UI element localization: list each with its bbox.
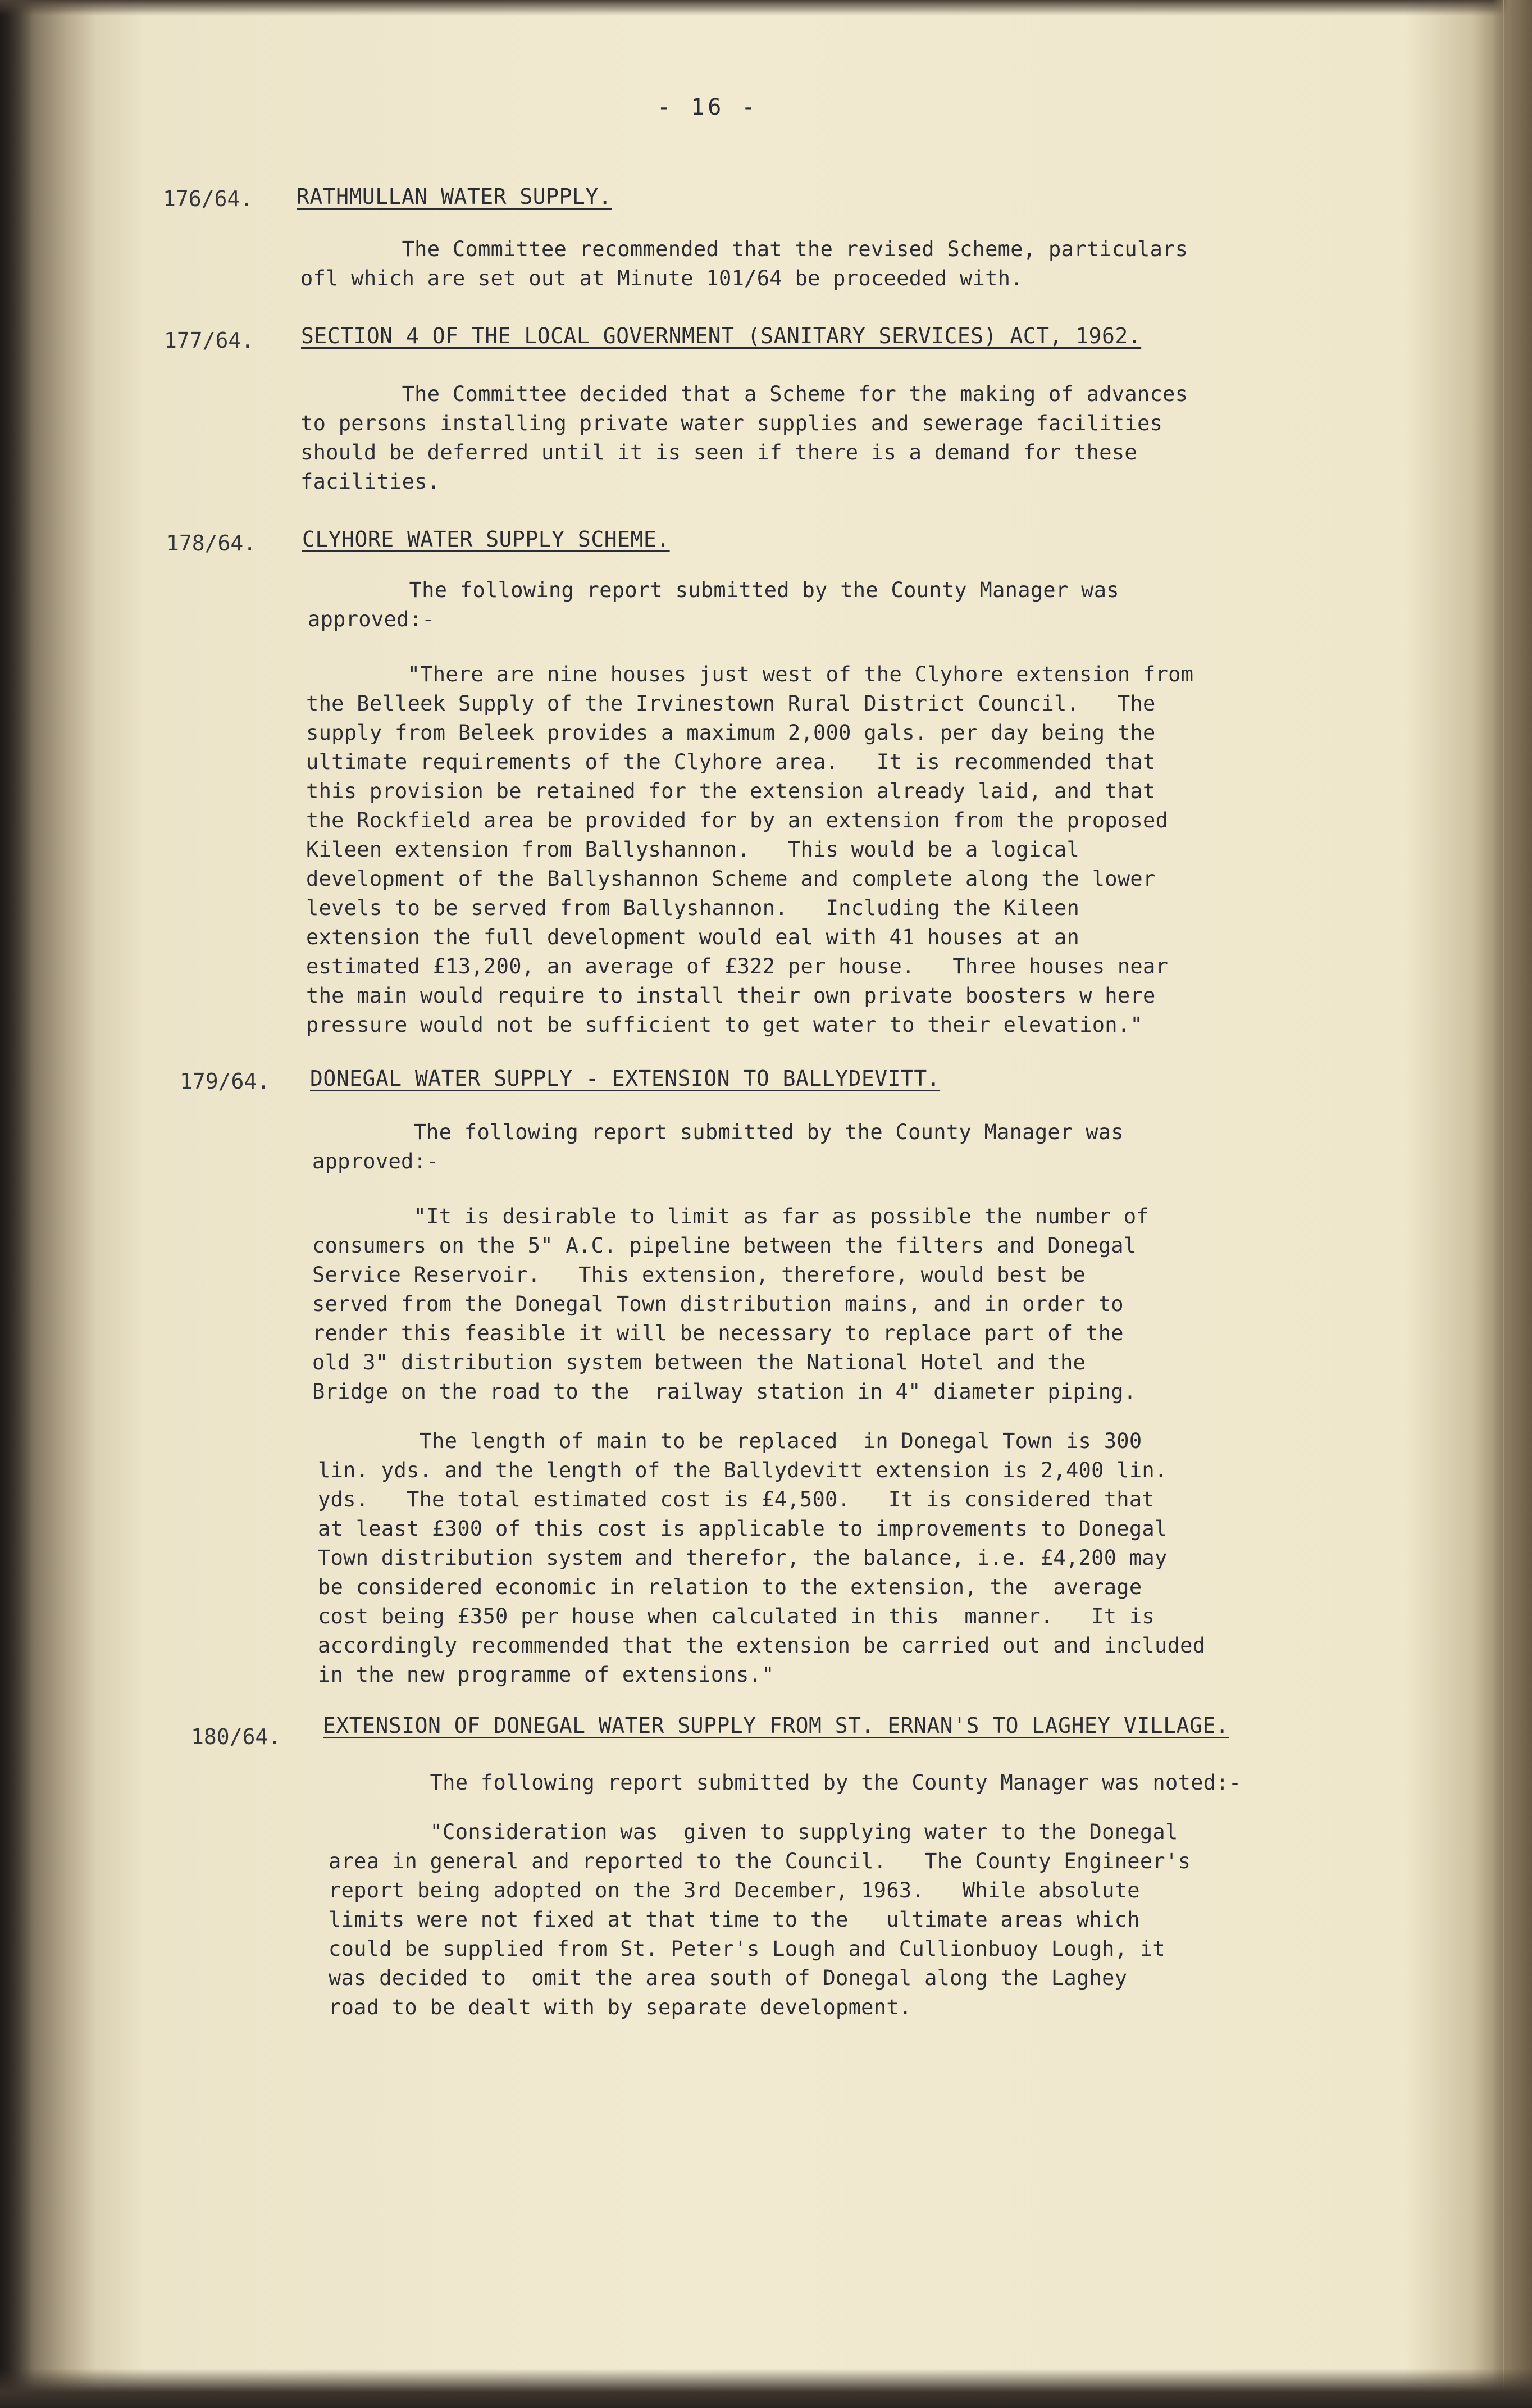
- minute-paragraph: "Consideration was given to supplying water to the Donegal area in general and reported to the Council. The County Engineer's report being adopted on the 3rd December, 1963. While absolute limits were not fixed at that time to the ultimate areas which could be supplied from St. Peter's Lough and Cullionbuoy Lough, it was decided to omit the area south of Donegal along the Laghey road to be dealt with by separate development.: [329, 1820, 1191, 2019]
- minute-paragraph: The following report submitted by the County Manager was approved:-: [308, 578, 1119, 631]
- minute-heading: SECTION 4 OF THE LOCAL GOVERNMENT (SANITARY SERVICES) ACT, 1962.: [301, 324, 1142, 348]
- minute-paragraph: The length of main to be replaced in Donegal Town is 300 lin. yds. and the length of the Ballydevitt extension is 2,400 lin. yds. The total estimated cost is £4,500. It is considered that at least £300 of this cost is applicable to improvements to Donegal Town distribution system and therefor, the balance, i.e. £4,200 may be considered economic in relation to the extension, the average cost being £350 per house when calculated in this manner. It is accordingly recommended that the extension be carried out and included in the new programme of extensions.": [318, 1429, 1206, 1687]
- minute-paragraph: The following report submitted by the County Manager was approved:-: [312, 1120, 1124, 1173]
- minute-paragraph: "There are nine houses just west of the Clyhore extension from the Belleek Supply of the Irvinestown Rural District Council. The supply from Beleek provides a maximum 2,000 gals. per day being the ultimate requirements of the Clyhore area. It is recommended that this provision be retained for the extension already laid, and that the Rockfield area be provided for by an extension from the proposed Kileen extension from Ballyshannon. This would be a logical development of the Ballyshannon Scheme and complete along the lower levels to be served from Ballyshannon. Including the Kileen extension the full development would eal with 41 houses at an estimated £13,200, an average of £322 per house. Three houses near the main would require to install their own private boosters w here pressure would not be sufficient to get water to their elevation.": [306, 662, 1194, 1037]
- minute-number: 180/64.: [191, 1724, 281, 1749]
- minute-number: 178/64.: [166, 531, 257, 556]
- minute-heading: EXTENSION OF DONEGAL WATER SUPPLY FROM ST. ERNAN'S TO LAGHEY VILLAGE.: [323, 1713, 1229, 1738]
- minute-paragraph: The Committee recommended that the revised Scheme, particulars ofl which are set out at Minute 101/64 be proceeded with.: [300, 237, 1188, 290]
- minute-paragraph: The Committee decided that a Scheme for the making of advances to persons installing private water supplies and sewerage facilities should be deferred until it is seen if there is a demand for these facilities.: [300, 382, 1188, 494]
- minute-number: 176/64.: [163, 186, 253, 211]
- minute-paragraph: "It is desirable to limit as far as possible the number of consumers on the 5" A.C. pipeline between the filters and Donegal Service Reservoir. This extension, therefore, would best be served from the Donegal Town distribution mains, and in order to render this feasible it will be necessary to replace part of the old 3" distribution system between the National Hotel and the Bridge on the road to the railway station in 4" diameter piping.: [312, 1204, 1150, 1404]
- minute-number: 177/64.: [164, 328, 254, 353]
- page-number: - 16 -: [657, 94, 759, 120]
- minute-number: 179/64.: [180, 1069, 270, 1094]
- minute-paragraph: The following report submitted by the County Manager was noted:-: [329, 1770, 1242, 1795]
- minute-heading: RATHMULLAN WATER SUPPLY.: [297, 184, 612, 209]
- minute-heading: CLYHORE WATER SUPPLY SCHEME.: [302, 527, 670, 552]
- minute-heading: DONEGAL WATER SUPPLY - EXTENSION TO BALLYDEVITT.: [310, 1066, 941, 1091]
